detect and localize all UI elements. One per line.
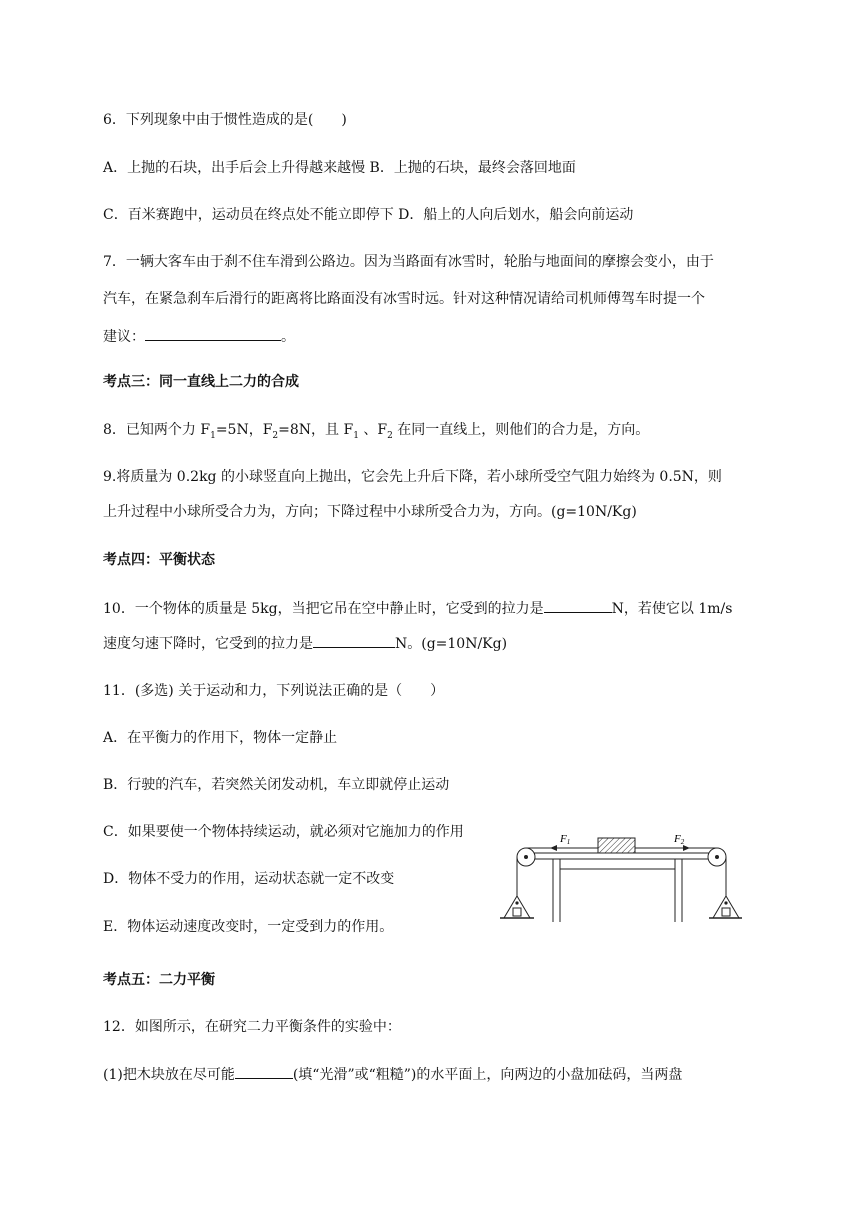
q6-options-cd: C．百米赛跑中，运动员在终点处不能立即停下 D．船上的人向后划水，船会向前运动: [103, 207, 634, 223]
q7-answer-prefix: 建议：: [103, 329, 145, 345]
q9-line-2: 上升过程中小球所受合力为，方向；下降过程中小球所受合力为，方向。(g=10N/Kg): [103, 504, 637, 520]
q11-option-b: B．行驶的汽车，若突然关闭发动机，车立即就停止运动: [103, 777, 450, 793]
f1-label: F1: [560, 833, 571, 846]
q6-stem: 6．下列现象中由于惯性造成的是( ): [103, 112, 347, 128]
left-pulley-axle: [524, 855, 528, 859]
q8-f1-subscript: 1: [210, 430, 216, 441]
section-5-heading: 考点五：二力平衡: [103, 972, 215, 988]
q8-text-suffix: 在同一直线上，则他们的合力是，方向。: [392, 422, 650, 438]
q12-blank-1[interactable]: [235, 1064, 293, 1079]
balance-apparatus-figure: [490, 826, 742, 926]
left-weight: [513, 908, 521, 916]
right-weight-knob: [724, 901, 727, 904]
q7-line-1: 7．一辆大客车由于刹不住车滑到公路边。因为当路面有冰雪时，轮胎与地面间的摩擦会变小，由于: [103, 254, 714, 270]
q10-line-2: [103, 633, 507, 654]
q7-answer-blank[interactable]: [145, 326, 281, 341]
q7-line-2: 汽车，在紧急刹车后滑行的距离将比路面没有冰雪时远。针对这种情况请给司机师傅驾车时提一个: [103, 291, 705, 307]
q8-f2b-subscript: 2: [387, 430, 393, 441]
q10-line-1-suffix: N，若使它以 1m/s: [611, 601, 733, 617]
q8-f1b-subscript: 1: [353, 430, 359, 441]
f2-label: F2: [674, 833, 685, 846]
q6-options-ab: A．上抛的石块，出手后会上升得越来越慢 B．上抛的石块，最终会落回地面: [103, 160, 576, 176]
q10-blank-2[interactable]: [313, 633, 395, 648]
q11-option-d: D．物体不受力的作用，运动状态就一定不改变: [103, 871, 395, 887]
q10-line-2-suffix: N。(g=10N/Kg): [395, 636, 508, 652]
section-3-heading: 考点三：同一直线上二力的合成: [103, 374, 299, 390]
right-pulley-axle: [715, 855, 719, 859]
q12-part-1-prefix: (1)把木块放在尽可能: [103, 1067, 235, 1083]
table-top: [534, 853, 712, 859]
q8-f2-subscript: 2: [272, 430, 279, 441]
right-weight: [722, 908, 730, 916]
q10-line-1-prefix: 10．一个物体的质量是 5kg，当把它吊在空中静止时，它受到的拉力是: [103, 601, 544, 617]
q8-text-mid: 、F: [358, 422, 388, 438]
q8-text-eq1: =5N，F: [215, 422, 273, 438]
q12-part-1: [103, 1064, 682, 1085]
q11-option-e: E．物体运动速度改变时，一定受到力的作用。: [103, 919, 394, 935]
left-weight-knob: [515, 901, 518, 904]
q9-line-1: 9.将质量为 0.2kg 的小球竖直向上抛出，它会先上升后下降，若小球所受空气阻力始终为 0.5N，则: [103, 469, 722, 485]
q8-text-prefix: 8．已知两个力 F: [103, 422, 211, 438]
q12-stem: 12．如图所示，在研究二力平衡条件的实验中：: [103, 1019, 401, 1035]
q11-option-a: A．在平衡力的作用下，物体一定静止: [103, 730, 338, 746]
q12-part-1-suffix: (填“光滑”或“粗糙”)的水平面上，向两边的小盘加砝码，当两盘: [292, 1067, 683, 1083]
q10-line-2-prefix: 速度匀速下降时，它受到的拉力是: [103, 636, 313, 652]
q8-stem: [103, 420, 649, 446]
q11-stem: 11．(多选) 关于运动和力，下列说法正确的是（ ）: [103, 683, 445, 699]
q7-answer-suffix: 。: [281, 329, 295, 345]
q11-option-c: C．如果要使一个物体持续运动，就必须对它施加力的作用: [103, 824, 464, 840]
q10-blank-1[interactable]: [544, 598, 612, 613]
q8-text-eq2: =8N，且 F: [278, 422, 354, 438]
f1-arrow-head: [550, 845, 557, 851]
q7-line-3: [103, 326, 295, 347]
wooden-block: [598, 838, 635, 853]
q10-line-1: [103, 598, 732, 619]
section-4-heading: 考点四：平衡状态: [103, 552, 215, 568]
